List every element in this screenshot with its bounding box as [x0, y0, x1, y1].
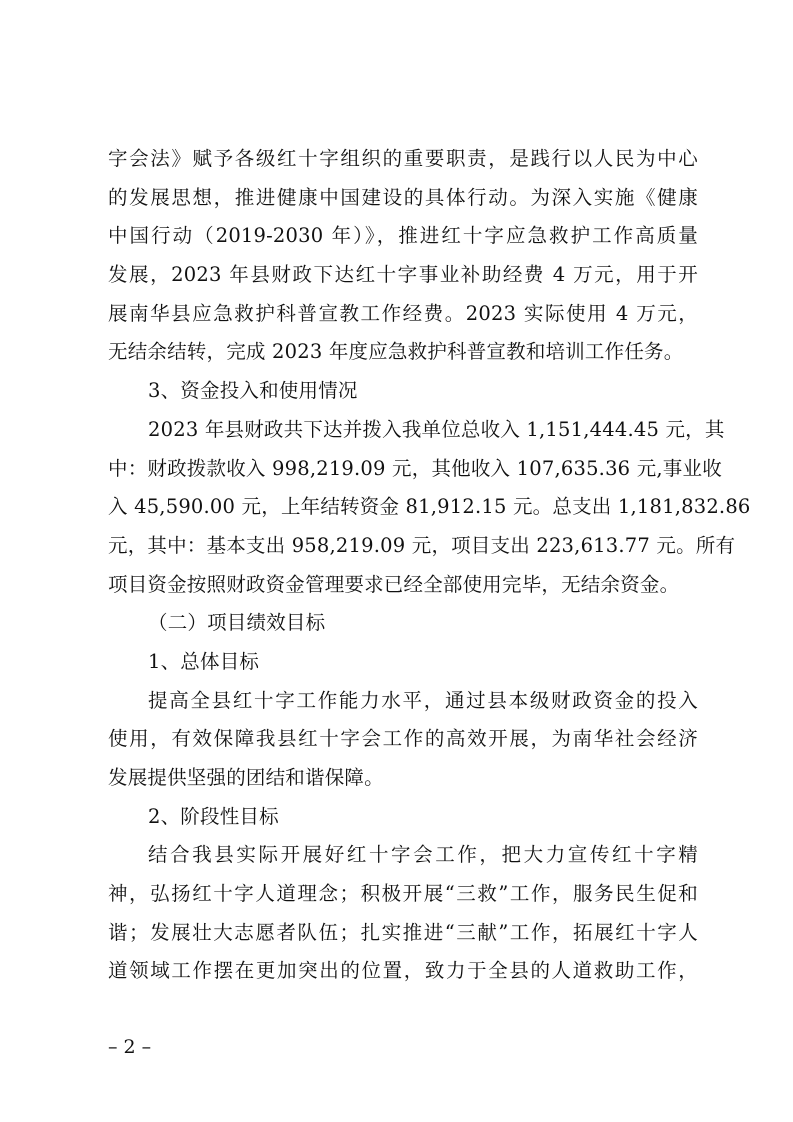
paragraph-line: 项目资金按照财政资金管理要求已经全部使用完毕，无结余资金。	[108, 572, 680, 596]
paragraph-line: 展南华县应急救护科普宣教工作经费。2023 实际使用 4 万元，	[108, 301, 698, 325]
paragraph-line: 提高全县红十字工作能力水平，通过县本级财政资金的投入	[148, 688, 698, 712]
page-number: – 2 –	[108, 1036, 152, 1058]
paragraph-line: 入 45,590.00 元，上年结转资金 81,912.15 元。总支出 1,181,832.86	[108, 495, 751, 519]
paragraph-line: 2023 年县财政共下达并拨入我单位总收入 1,151,444.45 元，其	[148, 417, 725, 441]
paragraph-line: 谐；发展壮大志愿者队伍；扎实推进“三献”工作，拓展红十字人	[108, 920, 698, 944]
paragraph-line: 使用，有效保障我县红十字会工作的高效开展，为南华社会经济	[108, 727, 698, 751]
paragraph-line: 神，弘扬红十字人道理念；积极开展“三救”工作，服务民生促和	[108, 882, 698, 906]
paragraph-line: 元，其中：基本支出 958,219.09 元，项目支出 223,613.77 元。所有	[108, 533, 736, 557]
paragraph-line: 的发展思想，推进健康中国建设的具体行动。为深入实施《健康	[108, 185, 698, 209]
paragraph-line: 中：财政拨款收入 998,219.09 元，其他收入 107,635.36 元,事业收	[108, 456, 722, 480]
document-body	[108, 140, 751, 991]
paragraph-line: 结合我县实际开展好红十字会工作，把大力宣传红十字精	[148, 843, 698, 867]
section-heading: 3、资金投入和使用情况	[148, 379, 358, 403]
paragraph-line: 道领域工作摆在更加突出的位置，致力于全县的人道救助工作，	[108, 959, 698, 983]
section-heading: 1、总体目标	[148, 649, 260, 673]
section-heading: 2、阶段性目标	[148, 804, 279, 828]
section-heading: （二）项目绩效目标	[148, 611, 326, 635]
paragraph-line: 发展提供坚强的团结和谐保障。	[108, 766, 384, 789]
paragraph-line: 字会法》赋予各级红十字组织的重要职责，是践行以人民为中心	[108, 147, 698, 170]
paragraph-line: 发展，2023 年县财政下达红十字事业补助经费 4 万元，用于开	[108, 263, 698, 287]
paragraph-line: 无结余结转，完成 2023 年度应急救护科普宣教和培训工作任务。	[108, 340, 684, 364]
paragraph-line: 中国行动（2019-2030 年）》，推进红十字应急救护工作高质量	[108, 224, 698, 248]
